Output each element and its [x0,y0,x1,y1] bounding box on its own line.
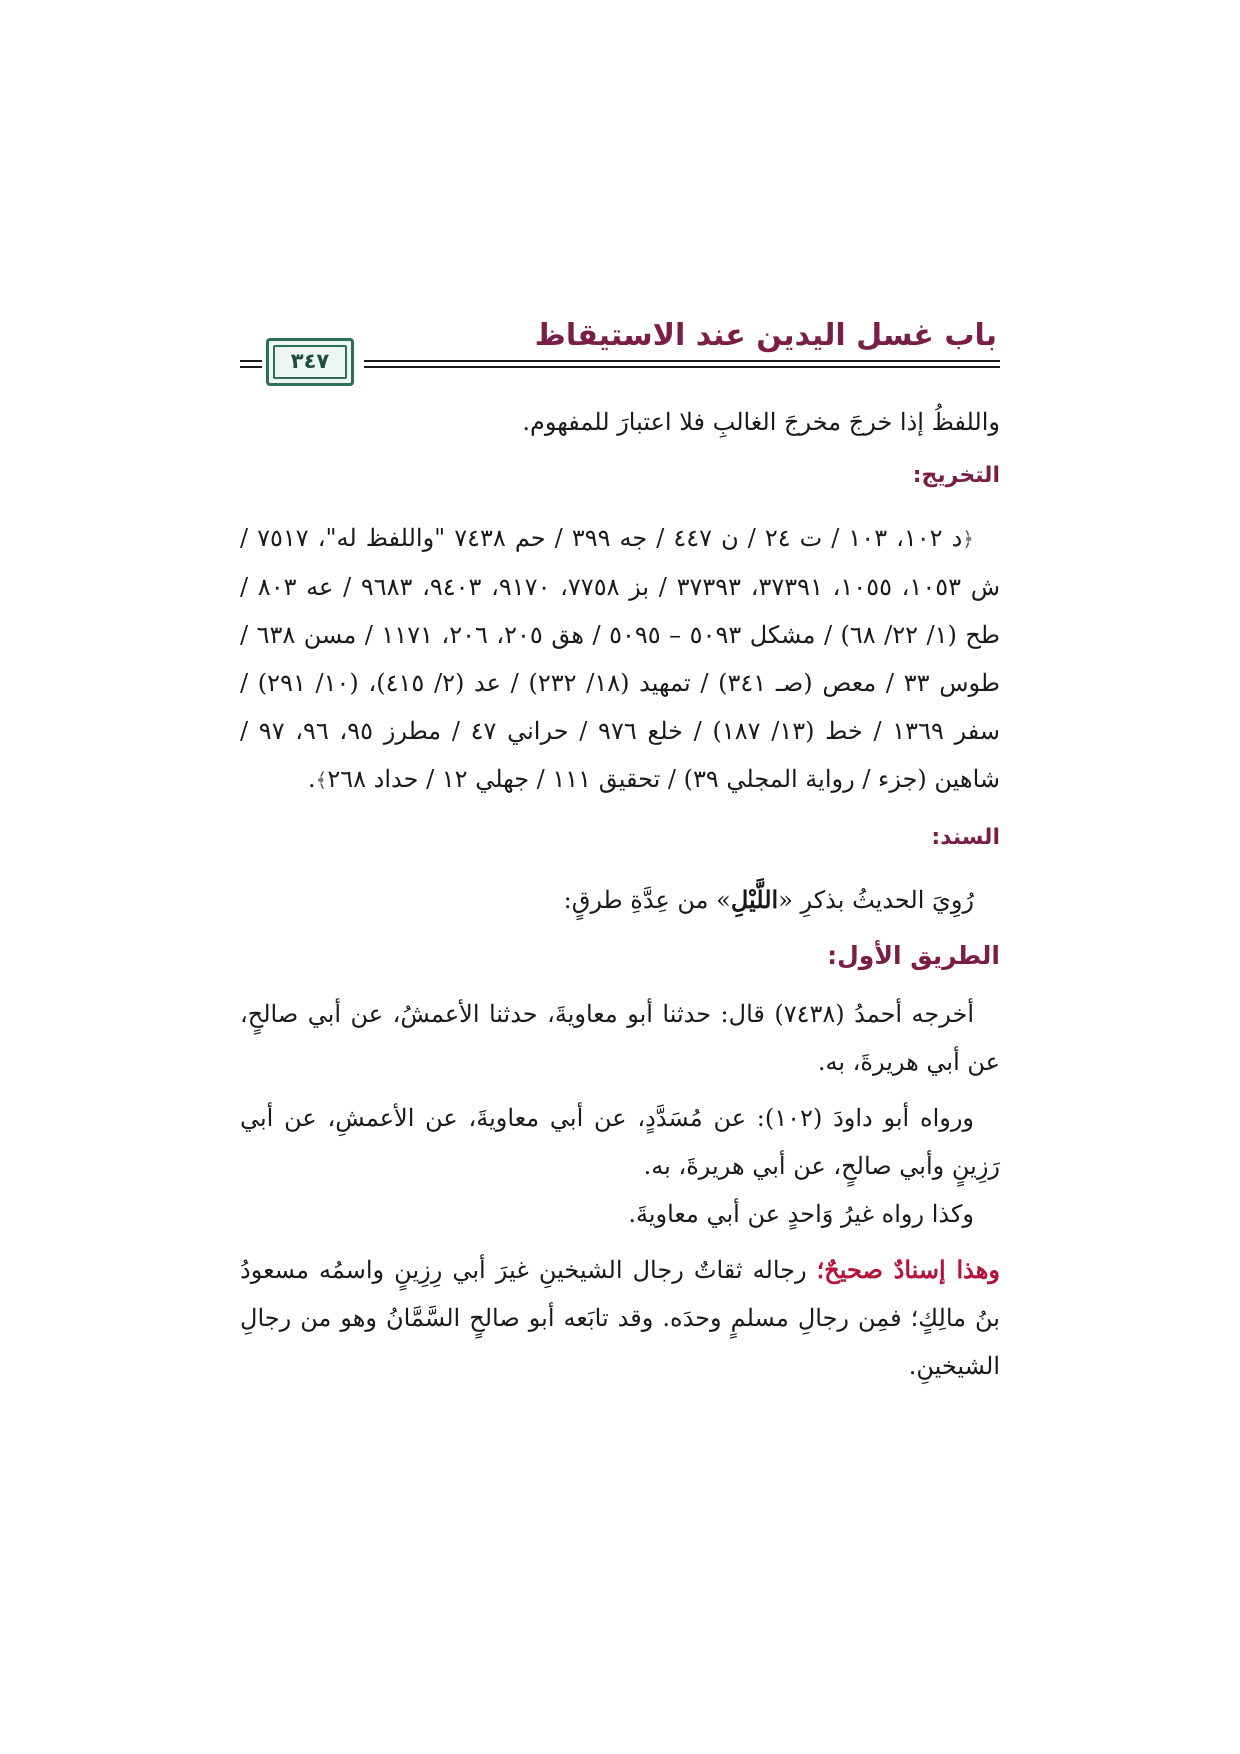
page-number: ٣٤٧ [290,349,330,373]
takhrij-heading: التخريج: [912,463,1000,488]
ahmad-paragraph: أخرجه أحمدُ (٧٤٣٨) قال: حدثنا أبو معاويةَ، حدثنا الأعمشُ، عن أبي صالحٍ، عن أبي هريرةَ، به. [240,1000,1000,1076]
header-rule-short [240,360,262,362]
riwaya-word: اللَّيْلِ [730,885,779,914]
intro-paragraph: واللفظُ إذا خرجَ مخرجَ الغالبِ فلا اعتبارَ للمفهوم. [522,408,1000,436]
conclusion-lead: وهذا إسنادٌ صحيحٌ؛ [816,1255,1000,1284]
conclusion-paragraph [240,1246,1000,1390]
bracket-close: ﴾ [315,768,328,792]
main-content [240,398,1000,1390]
references-end: . [307,765,316,793]
riwaya-paragraph [240,876,1000,924]
abudawud-paragraph: ورواه أبو داودَ (١٠٢): عن مُسَدَّدٍ، عن أبي معاويةَ، عن الأعمشِ، عن أبي رَزِينٍ وأبي صالحٍ، عن أبي هريرةَ، به. [240,1104,1000,1180]
kadha-paragraph: وكذا رواه غيرُ وَاحدٍ عن أبي معاويةَ. [628,1200,974,1228]
chapter-title: باب غسل اليدين عند الاستيقاظ [534,318,997,353]
references-paragraph [240,514,1000,804]
header-rule-long [364,360,1000,362]
sanad-heading: السند: [931,825,1000,850]
page-number-badge [266,338,354,386]
references-text: د ١٠٢، ١٠٣ / ت ٢٤ / ن ٤٤٧ / جه ٣٩٩ / حم ٧٤٣٨ "واللفظ له"، ٧٥١٧ / ش ١٠٥٣، ١٠٥٥، ٣٧٣٩١، ٣٧٣٩٣ / بز ٧٧٥٨، ٩١٧٠، ٩٤٠٣، ٩٦٨٣ / عه ٨٠٣ / طح (١/ ٢٢/ ٦٨) / مشكل ٥٠٩٣ – ٥٠٩٥ / هق ٢٠٥، ٢٠٦، ١١٧١ / مسن ٦٣٨ / طوس ٣٣ / معص (صـ ٣٤١) / تمهيد (١٨/ ٢٣٢) / عد (٢/ ٤١٥)، (١٠/ ٢٩١) / سفر ١٣٦٩ / خط (١٣/ ١٨٧) / خلع ٩٧٦ / حراني ٤٧ / مطرز ٩٥، ٩٦، ٩٧ / شاهين (جزء / رواية المجلي ٣٩) / تحقيق ١١١ / جهلي ١٢ / حداد ٢٦٨ [240,524,1001,793]
bracket-open: ﴿ [962,527,974,551]
riwaya-part1: رُوِيَ الحديثُ بذكرِ « [778,886,974,914]
header-rule-short-lower [240,366,262,368]
first-path-heading: الطريق الأول: [827,941,1000,970]
header-rule-long-lower [364,366,1000,368]
conclusion-text: رجاله ثقاتٌ رجال الشيخينِ غيرَ أبي رِزِينٍ واسمُه مسعودُ بنُ مالِكٍ؛ فمِن رجالِ مسلمٍ وحدَه. وقد تابَعه أبو صالحٍ السَّمَّانُ وهو من رجالِ الشيخينِ. [240,1256,1000,1380]
riwaya-part2: » من عِدَّةِ طرقٍ: [563,886,731,914]
